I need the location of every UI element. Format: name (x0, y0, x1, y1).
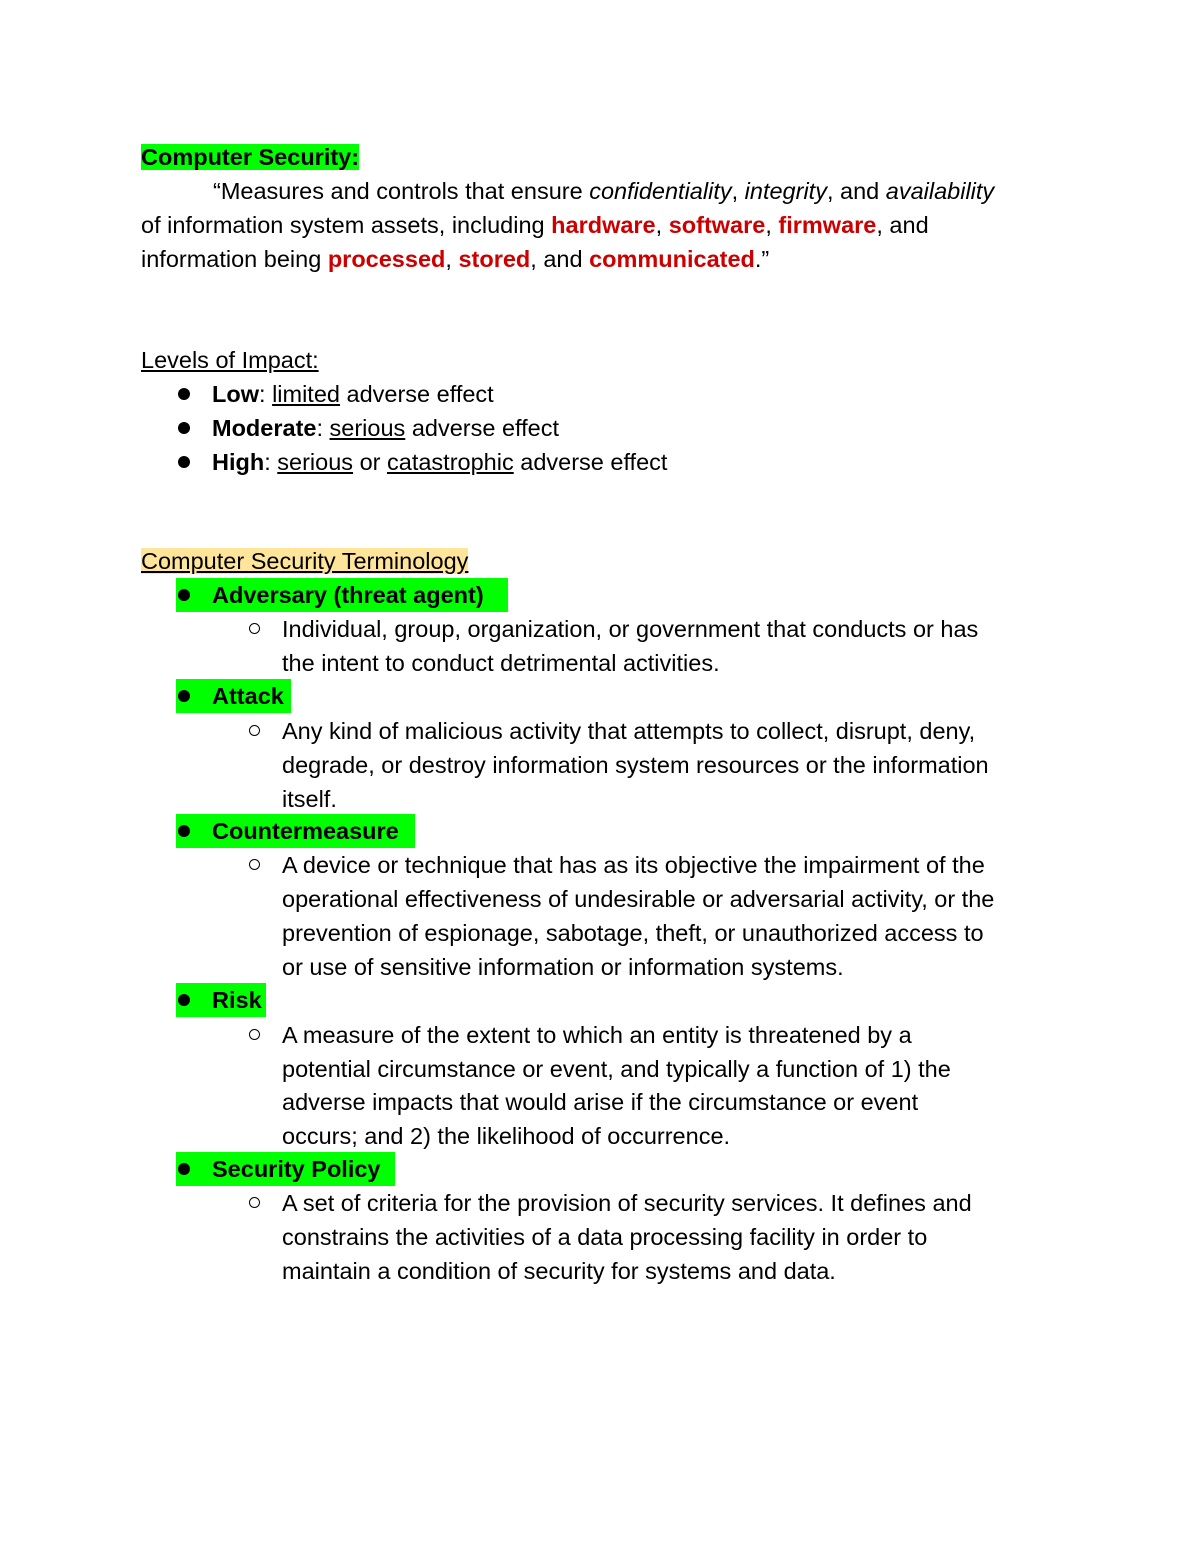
quote-line-2 (141, 208, 929, 242)
separator: : (316, 415, 330, 441)
impact-qualifier: serious (277, 449, 354, 475)
impact-qualifier: serious (329, 415, 406, 441)
bullet-icon (178, 456, 190, 468)
definition-line: A set of criteria for the provision of security services. It defines and (282, 1190, 972, 1216)
definition-line: adverse impacts that would arise if the circumstance or event (282, 1089, 919, 1115)
quote-text: , and (826, 178, 886, 204)
hollow-bullet-icon (249, 1029, 260, 1040)
term-integrity: integrity (744, 178, 827, 204)
term-title: Security Policy (212, 1156, 381, 1182)
quote-text: “Measures and controls that ensure (213, 178, 590, 204)
impact-rest: adverse effect (513, 449, 668, 475)
definition-line: or use of sensitive information or information systems. (282, 954, 844, 980)
definition-line: degrade, or destroy information system resources or the information (282, 752, 989, 778)
levels-of-impact-heading: Levels of Impact: (141, 347, 319, 373)
bullet-icon (178, 422, 190, 434)
term-row-countermeasure (176, 814, 415, 848)
definition-line: itself. (282, 786, 337, 812)
hollow-bullet-icon (249, 623, 260, 634)
computer-security-heading: Computer Security: (141, 144, 360, 170)
term-confidentiality: confidentiality (589, 178, 732, 204)
separator: : (264, 449, 278, 475)
quote-text: , and (530, 246, 590, 272)
bullet-icon (178, 690, 190, 702)
impact-level: Moderate (212, 415, 317, 441)
term-row-risk (176, 983, 266, 1017)
hollow-bullet-icon (249, 725, 260, 736)
term-title: Countermeasure (212, 818, 399, 844)
separator: : (259, 381, 273, 407)
bullet-icon (178, 589, 190, 601)
quote-text: .” (754, 246, 770, 272)
quote-text: information being (141, 246, 328, 272)
impact-qualifier: limited (272, 381, 340, 407)
quote-text: , (445, 246, 459, 272)
term-communicated: communicated (589, 246, 755, 272)
terminology-heading: Computer Security Terminology (141, 548, 469, 574)
term-processed: processed (327, 246, 446, 272)
quote-text: , (731, 178, 745, 204)
definition-line: constrains the activities of a data processing facility in order to (282, 1224, 928, 1250)
definition-line: Any kind of malicious activity that attempts to collect, disrupt, deny, (282, 718, 976, 744)
term-stored: stored (458, 246, 531, 272)
definition-line: Individual, group, organization, or government that conducts or has (282, 616, 979, 642)
term-title: Adversary (threat agent) (212, 582, 484, 608)
term-title: Attack (212, 683, 284, 709)
definition-line: A measure of the extent to which an entity is threatened by a (282, 1022, 912, 1048)
term-row-attack (176, 679, 291, 713)
definition-line: prevention of espionage, sabotage, theft, or unauthorized access to (282, 920, 984, 946)
quote-line-3 (141, 242, 769, 276)
hollow-bullet-icon (249, 859, 260, 870)
section-heading (141, 140, 359, 174)
impact-heading-line (141, 343, 319, 377)
hollow-bullet-icon (249, 1197, 260, 1208)
definition-line: operational effectiveness of undesirable or adversarial activity, or the (282, 886, 995, 912)
term-availability: availability (885, 178, 995, 204)
quote-text: , and (876, 212, 929, 238)
impact-mid: or (353, 449, 388, 475)
bullet-icon (178, 825, 190, 837)
quote-text: , (655, 212, 669, 238)
quote-text: of information system assets, including (141, 212, 552, 238)
definition-line: occurs; and 2) the likelihood of occurrence. (282, 1123, 731, 1149)
bullet-icon (178, 994, 190, 1006)
impact-rest: adverse effect (339, 381, 494, 407)
quote-line-1 (213, 174, 994, 208)
impact-item-moderate (212, 411, 559, 445)
impact-item-high (212, 445, 667, 479)
term-software: software (668, 212, 766, 238)
impact-level: Low (212, 381, 259, 407)
impact-item-low (212, 377, 494, 411)
bullet-icon (178, 1163, 190, 1175)
definition-line: A device or technique that has as its objective the impairment of the (282, 852, 985, 878)
definition-line: the intent to conduct detrimental activities. (282, 650, 720, 676)
impact-rest: adverse effect (405, 415, 560, 441)
term-row-adversary (176, 578, 508, 612)
definition-line: potential circumstance or event, and typically a function of 1) the (282, 1056, 951, 1082)
bullet-icon (178, 388, 190, 400)
term-firmware: firmware (778, 212, 877, 238)
impact-level: High (212, 449, 265, 475)
term-title: Risk (212, 987, 262, 1013)
term-hardware: hardware (551, 212, 656, 238)
terminology-heading-line (141, 544, 468, 578)
impact-qualifier: catastrophic (387, 449, 514, 475)
definition-line: maintain a condition of security for systems and data. (282, 1258, 836, 1284)
term-row-security-policy (176, 1152, 395, 1186)
quote-text: , (765, 212, 779, 238)
